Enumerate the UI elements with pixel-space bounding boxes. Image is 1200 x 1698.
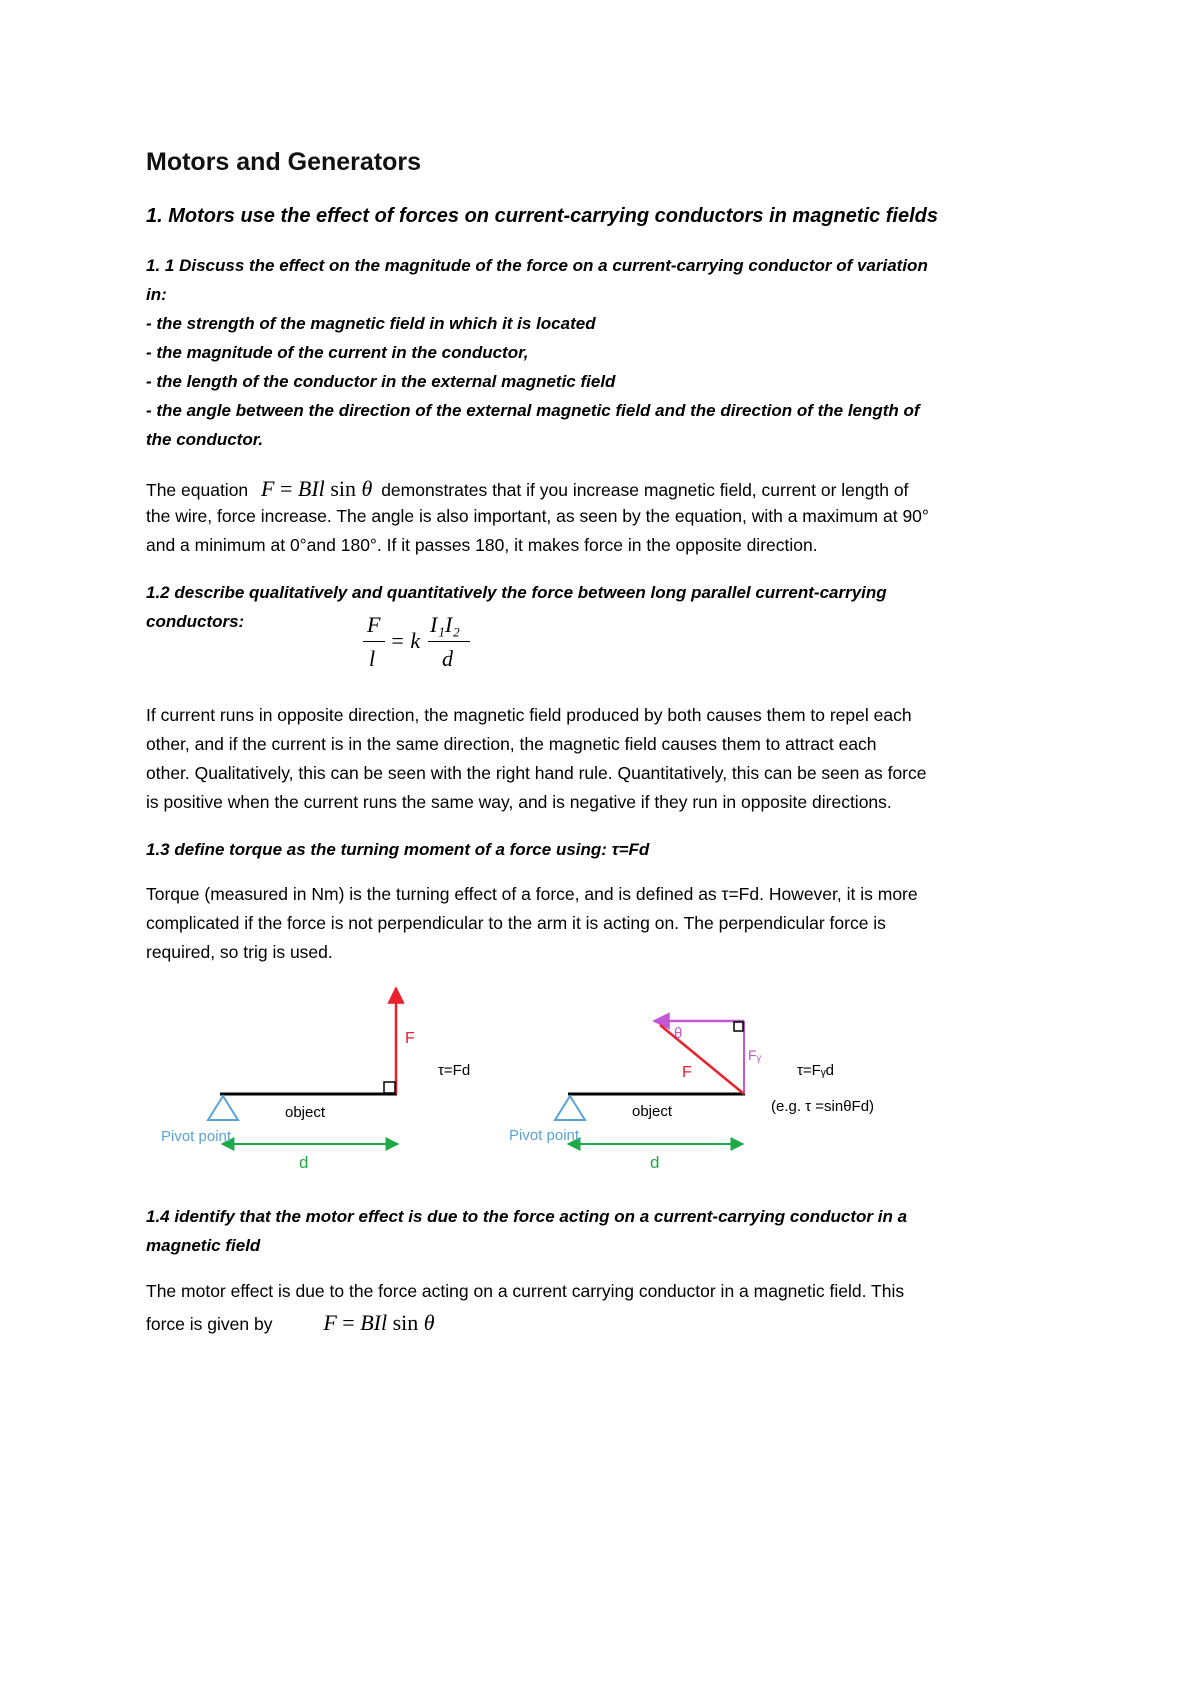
force-label: F bbox=[405, 1030, 415, 1047]
diagram-right bbox=[509, 1021, 874, 1172]
paragraph-text: demonstrates that if you increase magnetic field, current or length of bbox=[381, 480, 909, 500]
fy-label: Fᵧ bbox=[748, 1047, 762, 1063]
paragraph-4-line-2 bbox=[146, 1310, 435, 1336]
pivot-label: Pivot point bbox=[509, 1127, 580, 1144]
fraction-l: l bbox=[369, 646, 376, 671]
paragraph-2-line-4: is positive when the current runs the same way, and is negative if they run in opposite directions. bbox=[146, 792, 892, 812]
subheading-1-1-line-6: - the angle between the direction of the external magnetic field and the direction of the length of bbox=[146, 401, 920, 420]
section-heading-1: 1. Motors use the effect of forces on current-carrying conductors in magnetic fields bbox=[146, 205, 939, 227]
equation-force-2: F = BIl sin θ bbox=[323, 1310, 435, 1335]
subheading-1-1-line-2: in: bbox=[146, 285, 167, 304]
right-angle-marker bbox=[734, 1022, 743, 1031]
equation-force: F = BIl sin θ bbox=[261, 476, 373, 501]
torque-formula: τ=Fd bbox=[438, 1062, 471, 1079]
paragraph-1-line-2: the wire, force increase. The angle is also important, as seen by the equation, with a maximum at 90° bbox=[146, 506, 929, 526]
paragraph-3-line-1: Torque (measured in Nm) is the turning effect of a force, and is defined as τ=Fd. However, it is more bbox=[146, 884, 918, 904]
object-label: object bbox=[632, 1103, 673, 1120]
torque-formula: τ=Fᵧd bbox=[797, 1062, 835, 1079]
force-label: F bbox=[682, 1064, 692, 1081]
subheading-1-1-line-7: the conductor. bbox=[146, 430, 264, 449]
diagram-left bbox=[161, 988, 470, 1172]
paragraph-text: The equation bbox=[146, 480, 249, 500]
subheading-1-4-line-2: magnetic field bbox=[146, 1236, 261, 1255]
pivot-triangle-icon bbox=[208, 1096, 238, 1120]
force-arrow bbox=[660, 1025, 744, 1094]
paragraph-text: force is given by bbox=[146, 1314, 273, 1334]
paragraph-1-line-3: and a minimum at 0°and 180°. If it passes 180, it makes force in the opposite direction. bbox=[146, 535, 818, 555]
pivot-label: Pivot point bbox=[161, 1128, 232, 1145]
paragraph-4-line-1: The motor effect is due to the force acting on a current carrying conductor in a magnetic field. This bbox=[146, 1281, 905, 1301]
distance-label: d bbox=[299, 1153, 309, 1172]
subheading-1-3: 1.3 define torque as the turning moment of a force using: τ=Fd bbox=[146, 840, 650, 859]
subheading-1-1-line-4: - the magnitude of the current in the conductor, bbox=[146, 343, 529, 362]
right-angle-marker bbox=[384, 1082, 395, 1093]
subheading-1-4-line-1: 1.4 identify that the motor effect is due to the force acting on a current-carrying conductor in a bbox=[146, 1207, 908, 1226]
subheading-1-2-line-1: 1.2 describe qualitatively and quantitatively the force between long parallel current-carrying bbox=[146, 583, 887, 602]
paragraph-2-line-2: other, and if the current is in the same direction, the magnetic field causes them to attract each bbox=[146, 734, 877, 754]
paragraph-3-line-3: required, so trig is used. bbox=[146, 942, 333, 962]
fraction-I1I2: I₁I₂ bbox=[430, 612, 460, 637]
paragraph-3-line-2: complicated if the force is not perpendicular to the arm it is acting on. The perpendicular force is bbox=[146, 913, 886, 933]
fraction-d: d bbox=[442, 646, 453, 671]
fraction-equals-k: = k bbox=[390, 628, 421, 653]
subheading-1-1-line-1: 1. 1 Discuss the effect on the magnitude of the force on a current-carrying conductor of variation bbox=[146, 256, 928, 275]
paragraph-2-line-1: If current runs in opposite direction, the magnetic field produced by both causes them to repel each bbox=[146, 705, 912, 725]
page-title: Motors and Generators bbox=[146, 148, 422, 176]
subheading-1-2-line-2: conductors: bbox=[146, 612, 245, 631]
pivot-triangle-icon bbox=[555, 1096, 585, 1120]
object-label: object bbox=[285, 1104, 326, 1121]
fraction-F: F bbox=[367, 612, 381, 637]
paragraph-2-line-3: other. Qualitatively, this can be seen with the right hand rule. Quantitatively, this can be seen as force bbox=[146, 763, 927, 783]
torque-example: (e.g. τ =sinθFd) bbox=[771, 1098, 875, 1115]
theta-label: θ bbox=[674, 1025, 683, 1042]
subheading-1-1-line-5: - the length of the conductor in the external magnetic field bbox=[146, 372, 616, 391]
distance-label: d bbox=[650, 1153, 660, 1172]
subheading-1-1-line-3: - the strength of the magnetic field in which it is located bbox=[146, 314, 596, 333]
